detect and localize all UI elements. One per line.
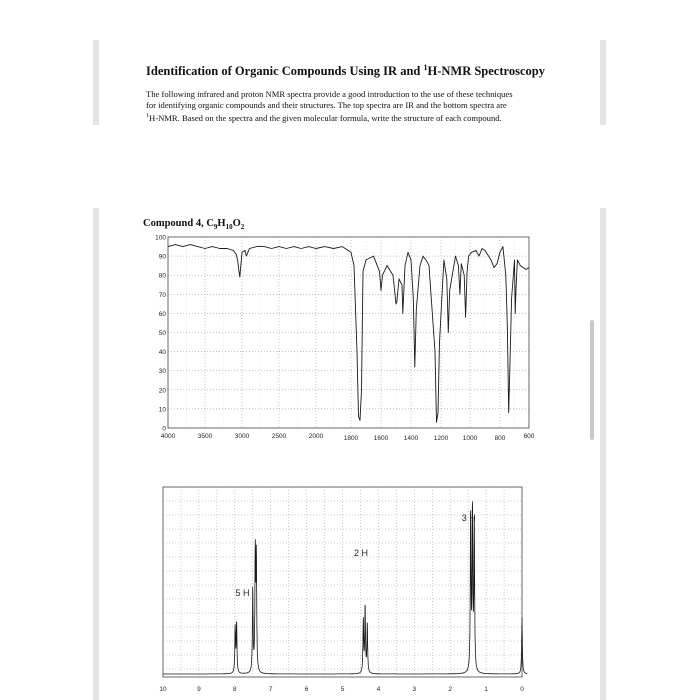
nmr-x-tick-label: 2 <box>448 686 453 693</box>
ir-y-tick-label: 40 <box>158 349 166 357</box>
nmr-x-tick-label: 8 <box>232 686 237 693</box>
intro-line: The following infrared and proton NMR spectra provide a good introduction to the use of these techniques <box>146 89 513 99</box>
ir-x-tick-label: 1200 <box>433 435 449 442</box>
nmr-integration-label: 2 H <box>354 548 369 558</box>
compound-label-text: Compound 4, C <box>143 218 214 229</box>
intro-line-text: H-NMR. Based on the spectra and the given molecular formula, write the structure of each compound. <box>149 113 502 124</box>
nmr-spectrum-line <box>163 502 527 674</box>
formula-c-count: 9 <box>213 223 218 232</box>
ir-y-tick-label: 0 <box>162 425 166 433</box>
ir-x-tick-label: 4000 <box>160 433 176 440</box>
ir-x-tick-label: 1400 <box>403 435 419 442</box>
ir-y-tick-label: 30 <box>158 368 166 376</box>
nmr-x-tick-label: 7 <box>268 686 273 693</box>
intro-line: for identifying organic compounds and their structures. The top spectra are IR and the bottom spectra are <box>146 100 507 111</box>
nmr-x-tick-label: 4 <box>376 686 381 693</box>
formula-h: H <box>217 218 226 229</box>
ir-x-tick-label: 3000 <box>234 433 250 440</box>
nmr-integration-label: 5 H <box>235 588 250 598</box>
title-superscript: 1 <box>423 63 428 72</box>
title-text-end: H-NMR Spectroscopy <box>427 64 545 79</box>
ir-spectrum-line <box>168 245 529 423</box>
ir-y-tick-label: 100 <box>155 234 166 242</box>
formula-o: O <box>232 218 241 229</box>
ir-y-tick-label: 20 <box>158 387 166 395</box>
nmr-x-tick-label: 3 <box>412 686 417 693</box>
ir-x-tick-label: 800 <box>494 435 506 442</box>
ir-y-tick-label: 90 <box>158 253 166 261</box>
ir-x-tick-label: 1600 <box>373 435 389 442</box>
nmr-x-tick-label: 5 <box>340 686 345 693</box>
ir-y-tick-label: 50 <box>158 330 166 337</box>
ir-x-tick-label: 600 <box>523 433 535 440</box>
nmr-x-tick-label: 9 <box>197 686 201 693</box>
ir-y-tick-label: 60 <box>158 310 166 318</box>
ir-y-tick-label: 10 <box>158 406 166 414</box>
formula-h-count: 10 <box>225 223 233 232</box>
ir-x-tick-label: 2000 <box>308 433 324 440</box>
formula-o-count: 2 <box>240 223 245 232</box>
ir-x-tick-label: 3500 <box>197 433 213 440</box>
nmr-x-tick-label: 6 <box>304 686 309 693</box>
ir-x-tick-label: 1800 <box>343 435 359 442</box>
ir-y-tick-label: 70 <box>158 291 166 299</box>
ir-x-tick-label: 2500 <box>271 433 287 440</box>
nmr-x-tick-label: 10 <box>159 686 167 693</box>
title-text: Identification of Organic Compounds Using IR and <box>146 64 424 79</box>
ir-x-tick-label: 1000 <box>462 435 478 442</box>
ir-y-tick-label: 80 <box>158 272 166 280</box>
nmr-x-tick-label: 0 <box>520 686 524 693</box>
intro-superscript: 1 <box>146 113 149 120</box>
nmr-x-tick-label: 1 <box>484 686 488 693</box>
nmr-integration-label: 3 H <box>461 513 476 523</box>
